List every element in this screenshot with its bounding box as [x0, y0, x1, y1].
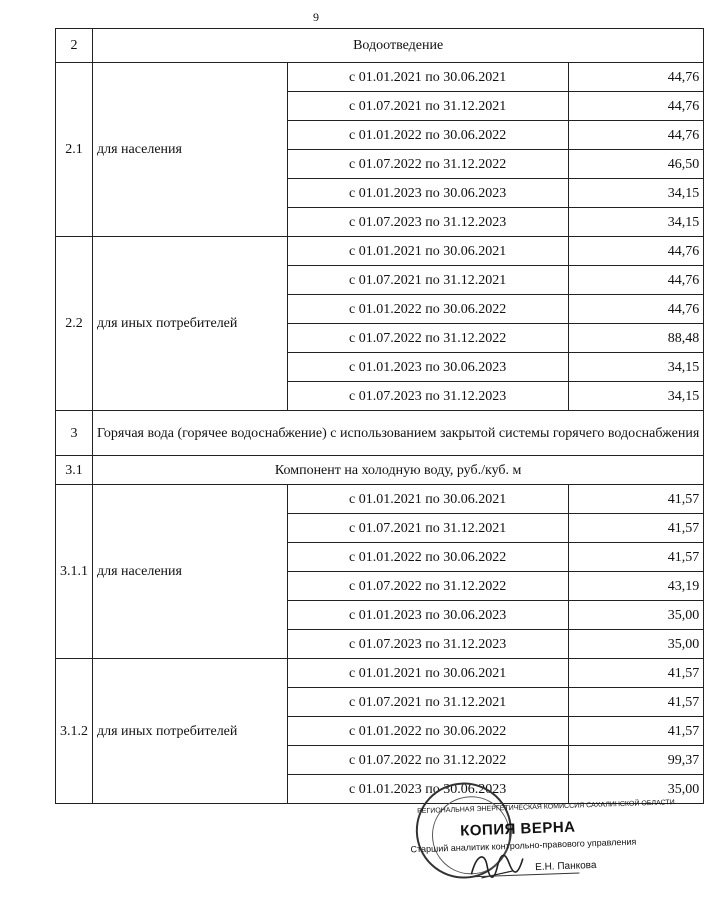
period-cell: с 01.07.2022 по 31.12.2022	[287, 746, 568, 775]
tariff-value: 43,19	[568, 572, 704, 601]
table-row	[56, 659, 704, 688]
section-title: Горячая вода (горячее водоснабжение) с использованием закрытой системы горячего водоснабжения	[93, 411, 704, 456]
tariff-value: 34,15	[568, 382, 704, 411]
tariff-table	[55, 28, 704, 804]
period-cell: с 01.01.2022 по 30.06.2022	[287, 543, 568, 572]
period-cell: с 01.07.2021 по 31.12.2021	[287, 92, 568, 121]
period-cell: с 01.01.2023 по 30.06.2023	[287, 353, 568, 382]
tariff-value: 41,57	[568, 514, 704, 543]
period-cell: с 01.01.2021 по 30.06.2021	[287, 485, 568, 514]
row-number: 3.1.2	[56, 659, 93, 804]
period-cell: с 01.07.2023 по 31.12.2023	[287, 382, 568, 411]
row-number: 2	[56, 29, 93, 63]
tariff-value: 41,57	[568, 688, 704, 717]
consumer-category: для населения	[93, 63, 288, 237]
consumer-category: для населения	[93, 485, 288, 659]
tariff-value: 46,50	[568, 150, 704, 179]
section-title: Компонент на холодную воду, руб./куб. м	[93, 456, 704, 485]
tariff-value: 34,15	[568, 353, 704, 382]
section-row	[56, 411, 704, 456]
period-cell: с 01.07.2021 по 31.12.2021	[287, 266, 568, 295]
period-cell: с 01.01.2021 по 30.06.2021	[287, 659, 568, 688]
row-number: 2.2	[56, 237, 93, 411]
signature-icon	[466, 846, 527, 884]
period-cell: с 01.01.2022 по 30.06.2022	[287, 717, 568, 746]
period-cell: с 01.01.2022 по 30.06.2022	[287, 121, 568, 150]
tariff-value: 41,57	[568, 543, 704, 572]
row-number: 3.1	[56, 456, 93, 485]
period-cell: с 01.07.2023 по 31.12.2023	[287, 630, 568, 659]
consumer-category: для иных потребителей	[93, 659, 288, 804]
table-row	[56, 485, 704, 514]
tariff-value: 44,76	[568, 266, 704, 295]
signer-name: Е.Н. Панкова	[534, 859, 597, 874]
page-number: 9	[313, 10, 319, 24]
tariff-value: 44,76	[568, 92, 704, 121]
tariff-value: 88,48	[568, 324, 704, 353]
stamp-organization: РЕГИОНАЛЬНАЯ ЭНЕРГЕТИЧЕСКАЯ КОМИССИЯ САХАЛИНСКОЙ ОБЛАСТИ	[417, 799, 675, 816]
table-row	[56, 63, 704, 92]
period-cell: с 01.01.2023 по 30.06.2023	[287, 179, 568, 208]
tariff-value: 41,57	[568, 659, 704, 688]
row-number: 3.1.1	[56, 485, 93, 659]
period-cell: с 01.01.2022 по 30.06.2022	[287, 295, 568, 324]
period-cell: с 01.07.2023 по 31.12.2023	[287, 208, 568, 237]
stamp-role: Старший аналитик контрольно-правового управления	[410, 836, 637, 855]
consumer-category: для иных потребителей	[93, 237, 288, 411]
table-row	[56, 237, 704, 266]
tariff-value: 44,76	[568, 295, 704, 324]
stamp-title: КОПИЯ ВЕРНА	[459, 818, 576, 840]
tariff-value: 35,00	[568, 630, 704, 659]
period-cell: с 01.01.2023 по 30.06.2023	[287, 775, 568, 804]
row-number: 2.1	[56, 63, 93, 237]
period-cell: с 01.07.2022 по 31.12.2022	[287, 150, 568, 179]
tariff-value: 44,76	[568, 237, 704, 266]
tariff-value: 41,57	[568, 717, 704, 746]
period-cell: с 01.07.2021 по 31.12.2021	[287, 688, 568, 717]
tariff-value: 44,76	[568, 63, 704, 92]
certification-stamp	[406, 772, 675, 897]
period-cell: с 01.01.2023 по 30.06.2023	[287, 601, 568, 630]
tariff-value: 35,00	[568, 601, 704, 630]
period-cell: с 01.01.2021 по 30.06.2021	[287, 237, 568, 266]
period-cell: с 01.01.2021 по 30.06.2021	[287, 63, 568, 92]
tariff-value: 41,57	[568, 485, 704, 514]
section-row	[56, 456, 704, 485]
period-cell: с 01.07.2022 по 31.12.2022	[287, 572, 568, 601]
row-number: 3	[56, 411, 93, 456]
section-row	[56, 29, 704, 63]
section-title: Водоотведение	[93, 29, 704, 63]
tariff-value: 34,15	[568, 179, 704, 208]
tariff-value: 35,00	[568, 775, 704, 804]
tariff-value: 44,76	[568, 121, 704, 150]
period-cell: с 01.07.2022 по 31.12.2022	[287, 324, 568, 353]
period-cell: с 01.07.2021 по 31.12.2021	[287, 514, 568, 543]
tariff-value: 34,15	[568, 208, 704, 237]
tariff-value: 99,37	[568, 746, 704, 775]
